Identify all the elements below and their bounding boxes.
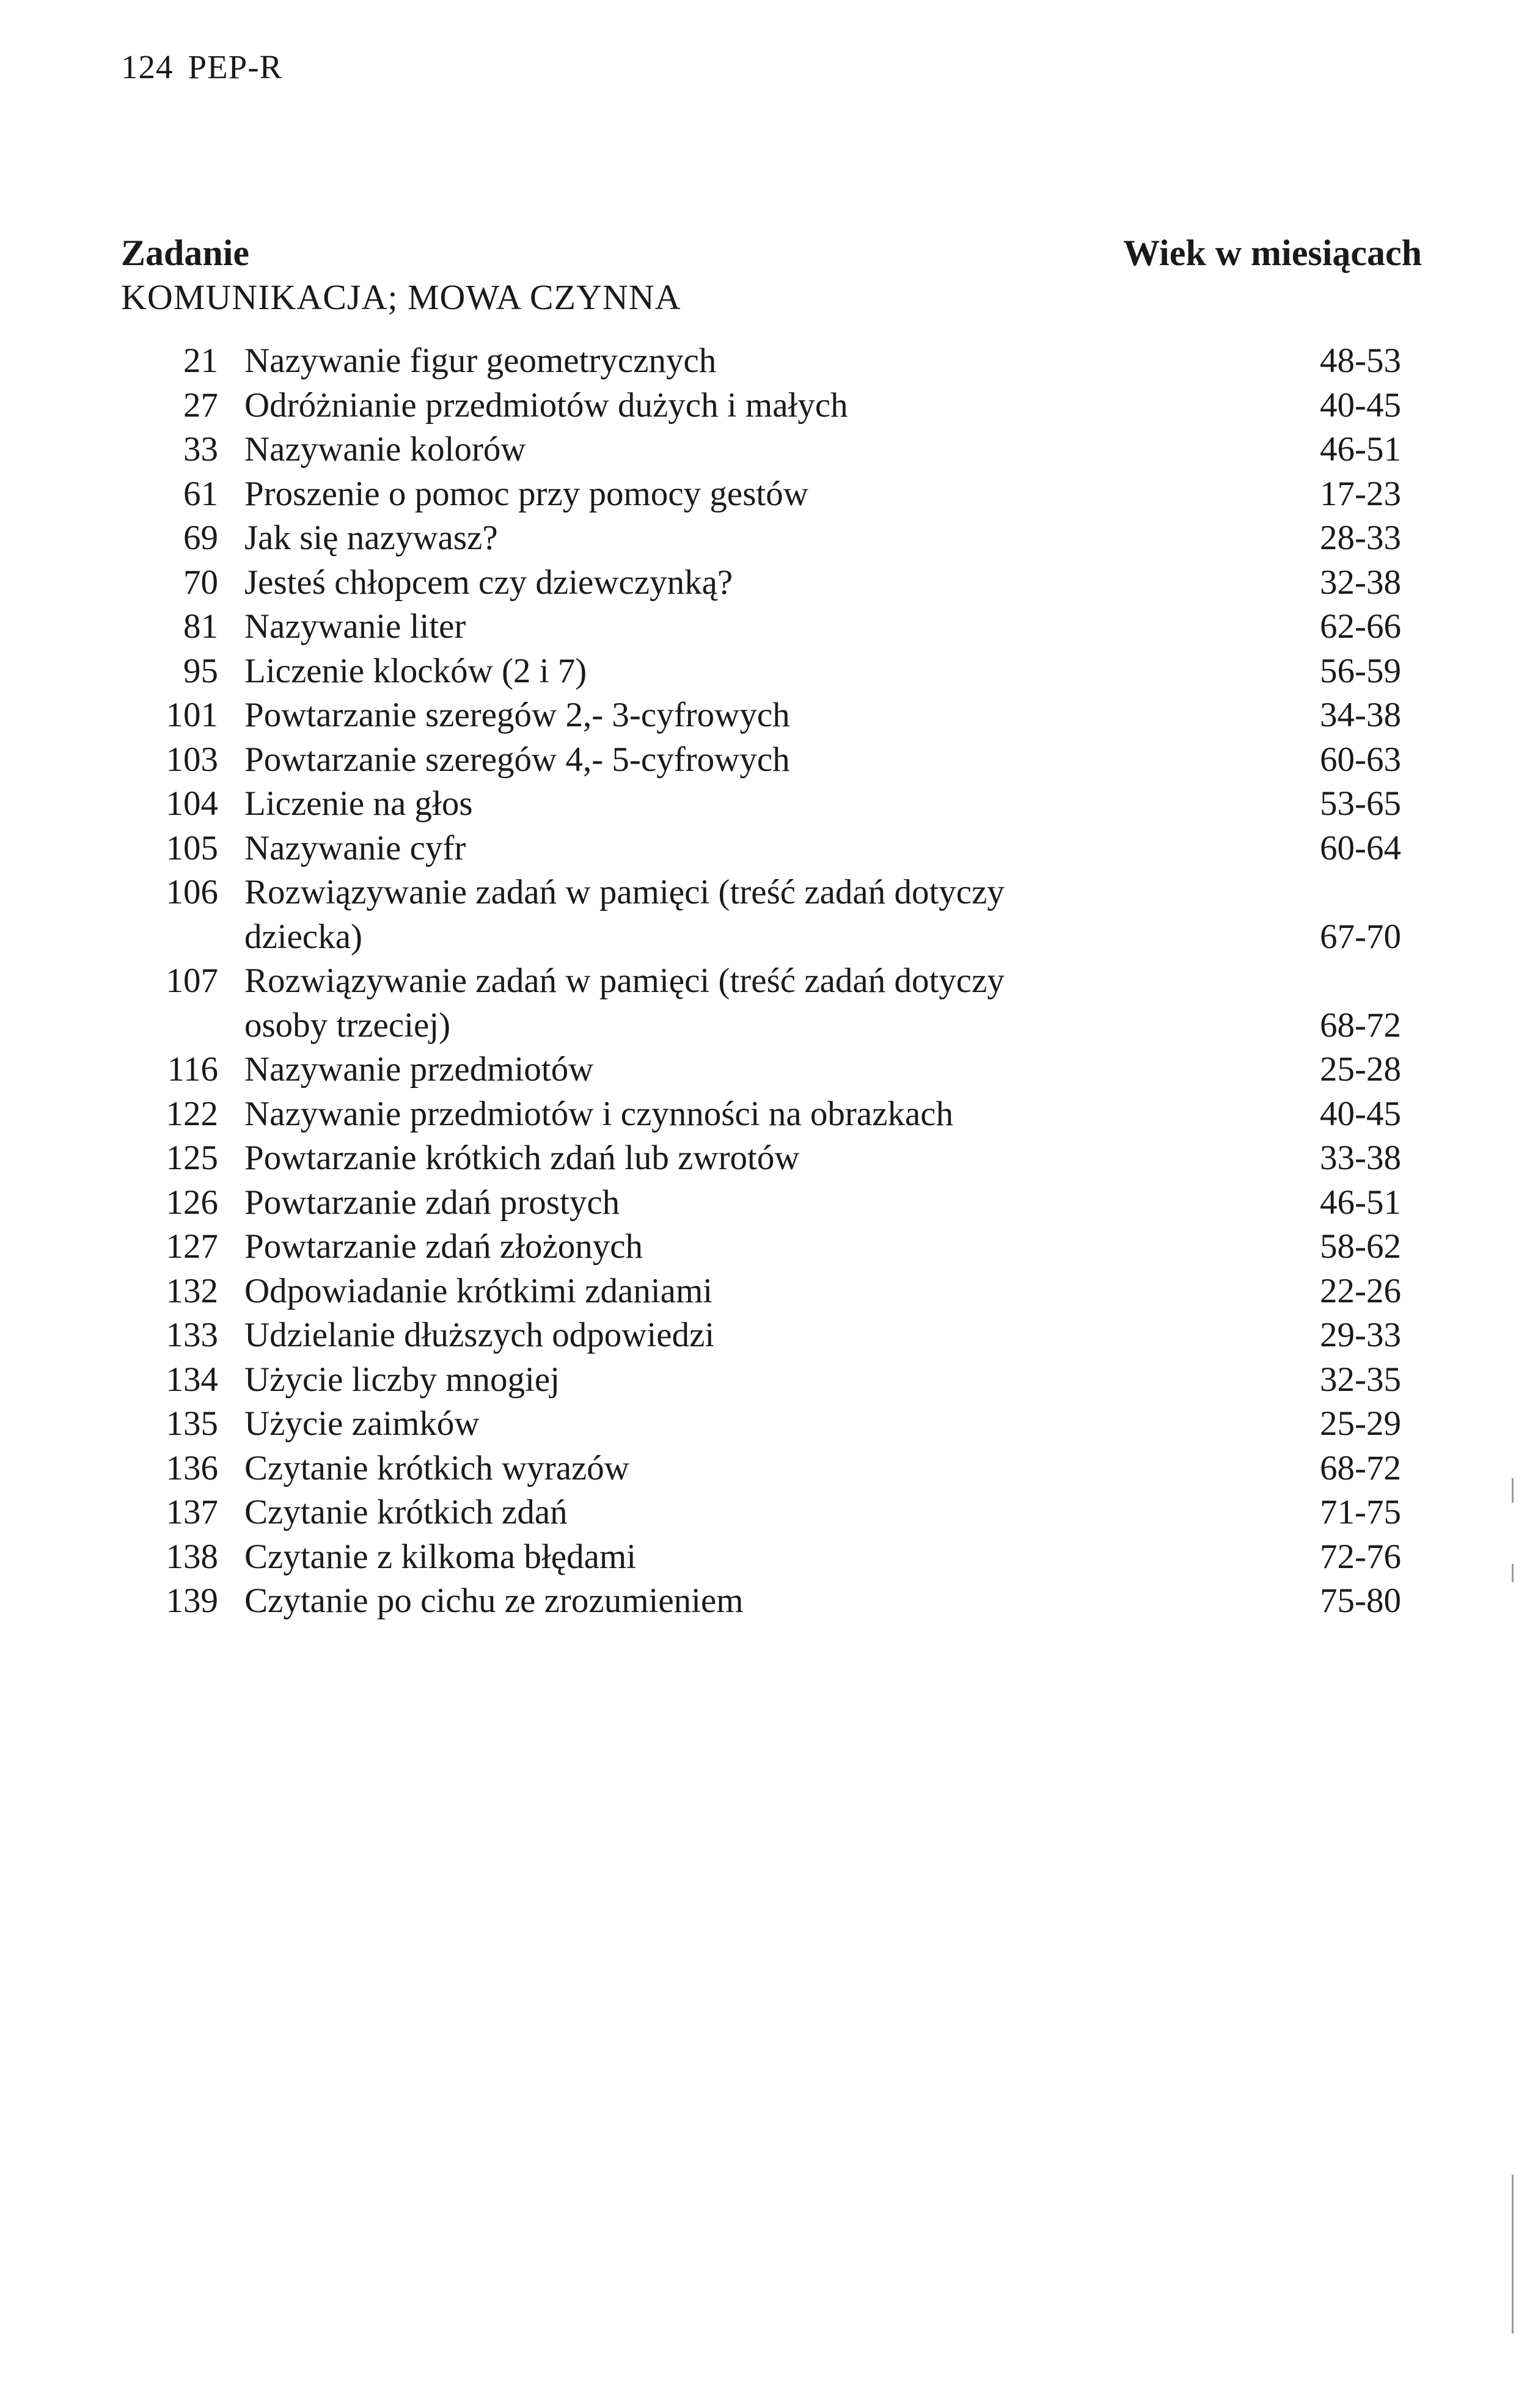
task-label-line: Odpowiadanie krótkimi zdaniami [244,1271,713,1310]
task-label-line: Udzielanie dłuższych odpowiedzi [244,1316,715,1354]
task-label-line: Jesteś chłopcem czy dziewczynką? [244,563,733,602]
task-row [0,870,1527,959]
task-label [244,1447,1088,1491]
task-label-line: Powtarzanie krótkich zdań lub zwrotów [244,1139,800,1177]
task-age-range: 46-51 [1320,1183,1401,1222]
task-row [0,1181,1527,1225]
task-label-line: Czytanie po cichu ze zrozumieniem [244,1582,744,1620]
task-label [244,384,1088,428]
task-age-range: 48-53 [1320,341,1401,380]
task-number: 136 [166,1448,218,1487]
task-row [0,826,1527,871]
task-label [244,1181,1088,1225]
task-label [244,1579,1088,1624]
task-number: 101 [166,696,218,734]
scan-edge-mark [1512,1564,1514,1582]
task-row [0,1490,1527,1535]
task-row [0,1579,1527,1624]
task-row [0,1313,1527,1358]
task-age-range: 34-38 [1320,696,1401,734]
task-label [244,1535,1088,1580]
task-label [244,1269,1088,1314]
task-label-line: Nazywanie cyfr [244,828,466,867]
task-number: 134 [166,1360,218,1399]
task-label [244,1490,1088,1535]
task-label-line: Rozwiązywanie zadań w pamięci (treść zadań dotyczy [244,873,1005,911]
task-label [244,605,1088,649]
task-label-line: Powtarzanie szeregów 4,- 5-cyfrowych [244,740,790,779]
task-age-range: 58-62 [1320,1227,1401,1266]
task-age-range: 40-45 [1320,385,1401,425]
task-label-line: Powtarzanie zdań prostych [244,1183,620,1222]
task-label-line: Czytanie z kilkoma błędami [244,1537,637,1576]
task-number: 33 [183,430,218,469]
task-number: 127 [166,1227,218,1266]
task-label [244,959,1088,1048]
task-row [0,1447,1527,1491]
task-age-range: 60-64 [1320,828,1401,867]
task-row [0,738,1527,783]
scan-edge-mark [1512,2175,1514,2333]
task-age-range: 67-70 [1320,917,1401,956]
task-label [244,693,1088,738]
task-label-line: Użycie liczby mnogiej [244,1360,560,1399]
task-number: 81 [183,607,218,646]
task-number: 116 [167,1050,218,1089]
task-row [0,782,1527,826]
task-age-range: 28-33 [1320,519,1401,557]
task-age-range: 53-65 [1320,784,1401,823]
task-row [0,1225,1527,1269]
task-label-line: Jak się nazywasz? [244,519,498,557]
task-row [0,472,1527,517]
task-number: 107 [166,961,218,1000]
task-number: 70 [183,563,218,602]
column-header-task: Zadanie [121,233,250,273]
task-label-line: Nazywanie liter [244,607,466,646]
task-number: 138 [166,1537,218,1576]
task-age-range: 68-72 [1320,1448,1401,1487]
task-label-line: osoby trzeciej) [244,1005,451,1045]
task-label-line: Nazywanie kolorów [244,430,526,469]
task-age-range: 60-63 [1320,740,1401,779]
task-label-line: Odróżnianie przedmiotów dużych i małych [244,385,848,425]
task-row [0,1402,1527,1447]
task-label-line: Czytanie krótkich wyrazów [244,1448,629,1487]
task-age-range: 62-66 [1320,607,1401,646]
task-label [244,649,1088,694]
task-label [244,826,1088,871]
running-title: PEP-R [188,48,283,86]
task-number: 126 [166,1183,218,1222]
task-row [0,1092,1527,1137]
task-age-range: 46-51 [1320,430,1401,469]
task-age-range: 75-80 [1320,1582,1401,1620]
task-age-range: 68-72 [1320,1005,1401,1045]
task-age-range: 29-33 [1320,1316,1401,1354]
task-number: 139 [166,1582,218,1620]
task-age-range: 22-26 [1320,1271,1401,1310]
task-age-range: 17-23 [1320,474,1401,513]
task-age-range: 56-59 [1320,651,1401,690]
task-number: 125 [166,1139,218,1177]
task-label-line: Nazywanie figur geometrycznych [244,341,717,380]
task-number: 103 [166,740,218,779]
task-label-line: Proszenie o pomoc przy pomocy gestów [244,474,808,513]
section-title: KOMUNIKACJA; MOWA CZYNNA [121,277,681,317]
column-header-age: Wiek w miesiącach [1123,233,1422,273]
task-age-range: 32-38 [1320,563,1401,602]
task-label [244,870,1088,959]
task-row [0,1535,1527,1580]
task-number: 104 [166,784,218,823]
task-list [0,339,1527,1624]
task-label [244,782,1088,826]
task-label-line: Użycie zaimków [244,1404,480,1443]
task-number: 135 [166,1404,218,1443]
task-number: 106 [166,873,218,911]
task-number: 27 [183,385,218,425]
task-row [0,384,1527,428]
task-row [0,1269,1527,1314]
task-label-line: Rozwiązywanie zadań w pamięci (treść zadań dotyczy [244,961,1005,1000]
task-row [0,605,1527,649]
task-label [244,1402,1088,1447]
task-row [0,649,1527,694]
task-age-range: 71-75 [1320,1493,1401,1531]
task-label [244,339,1088,384]
task-label-line: Liczenie na głos [244,784,473,823]
page-header [121,50,282,84]
task-number: 122 [166,1094,218,1133]
task-row [0,1358,1527,1403]
task-label [244,738,1088,783]
task-label [244,561,1088,605]
task-number: 105 [166,828,218,867]
task-label [244,1225,1088,1269]
task-age-range: 25-28 [1320,1050,1401,1089]
task-label [244,1092,1088,1137]
task-number: 21 [183,341,218,380]
task-row [0,339,1527,384]
task-row [0,1136,1527,1181]
task-age-range: 32-35 [1320,1360,1401,1399]
task-label-line: Liczenie klocków (2 i 7) [244,651,587,690]
task-label [244,1136,1088,1181]
task-label [244,472,1088,517]
task-row [0,428,1527,472]
task-number: 133 [166,1316,218,1354]
task-label-line: Nazywanie przedmiotów [244,1050,594,1089]
task-label-line: dziecka) [244,917,363,956]
task-age-range: 40-45 [1320,1094,1401,1133]
task-number: 137 [166,1493,218,1531]
task-row [0,693,1527,738]
task-label [244,1313,1088,1358]
task-label-line: Powtarzanie zdań złożonych [244,1227,643,1266]
task-number: 61 [183,474,218,513]
task-age-range: 25-29 [1320,1404,1401,1443]
task-age-range: 33-38 [1320,1139,1401,1177]
task-label [244,516,1088,561]
task-number: 132 [166,1271,218,1310]
page-number: 124 [121,48,174,86]
task-label-line: Nazywanie przedmiotów i czynności na obrazkach [244,1094,954,1133]
task-row [0,561,1527,605]
task-age-range: 72-76 [1320,1537,1401,1576]
scan-edge-mark [1512,1478,1514,1503]
task-label [244,428,1088,472]
task-row [0,959,1527,1048]
task-number: 95 [183,651,218,690]
task-label [244,1048,1088,1092]
task-number: 69 [183,519,218,557]
task-label-line: Powtarzanie szeregów 2,- 3-cyfrowych [244,696,790,734]
task-row [0,1048,1527,1092]
task-row [0,516,1527,561]
task-label [244,1358,1088,1403]
task-label-line: Czytanie krótkich zdań [244,1493,568,1531]
